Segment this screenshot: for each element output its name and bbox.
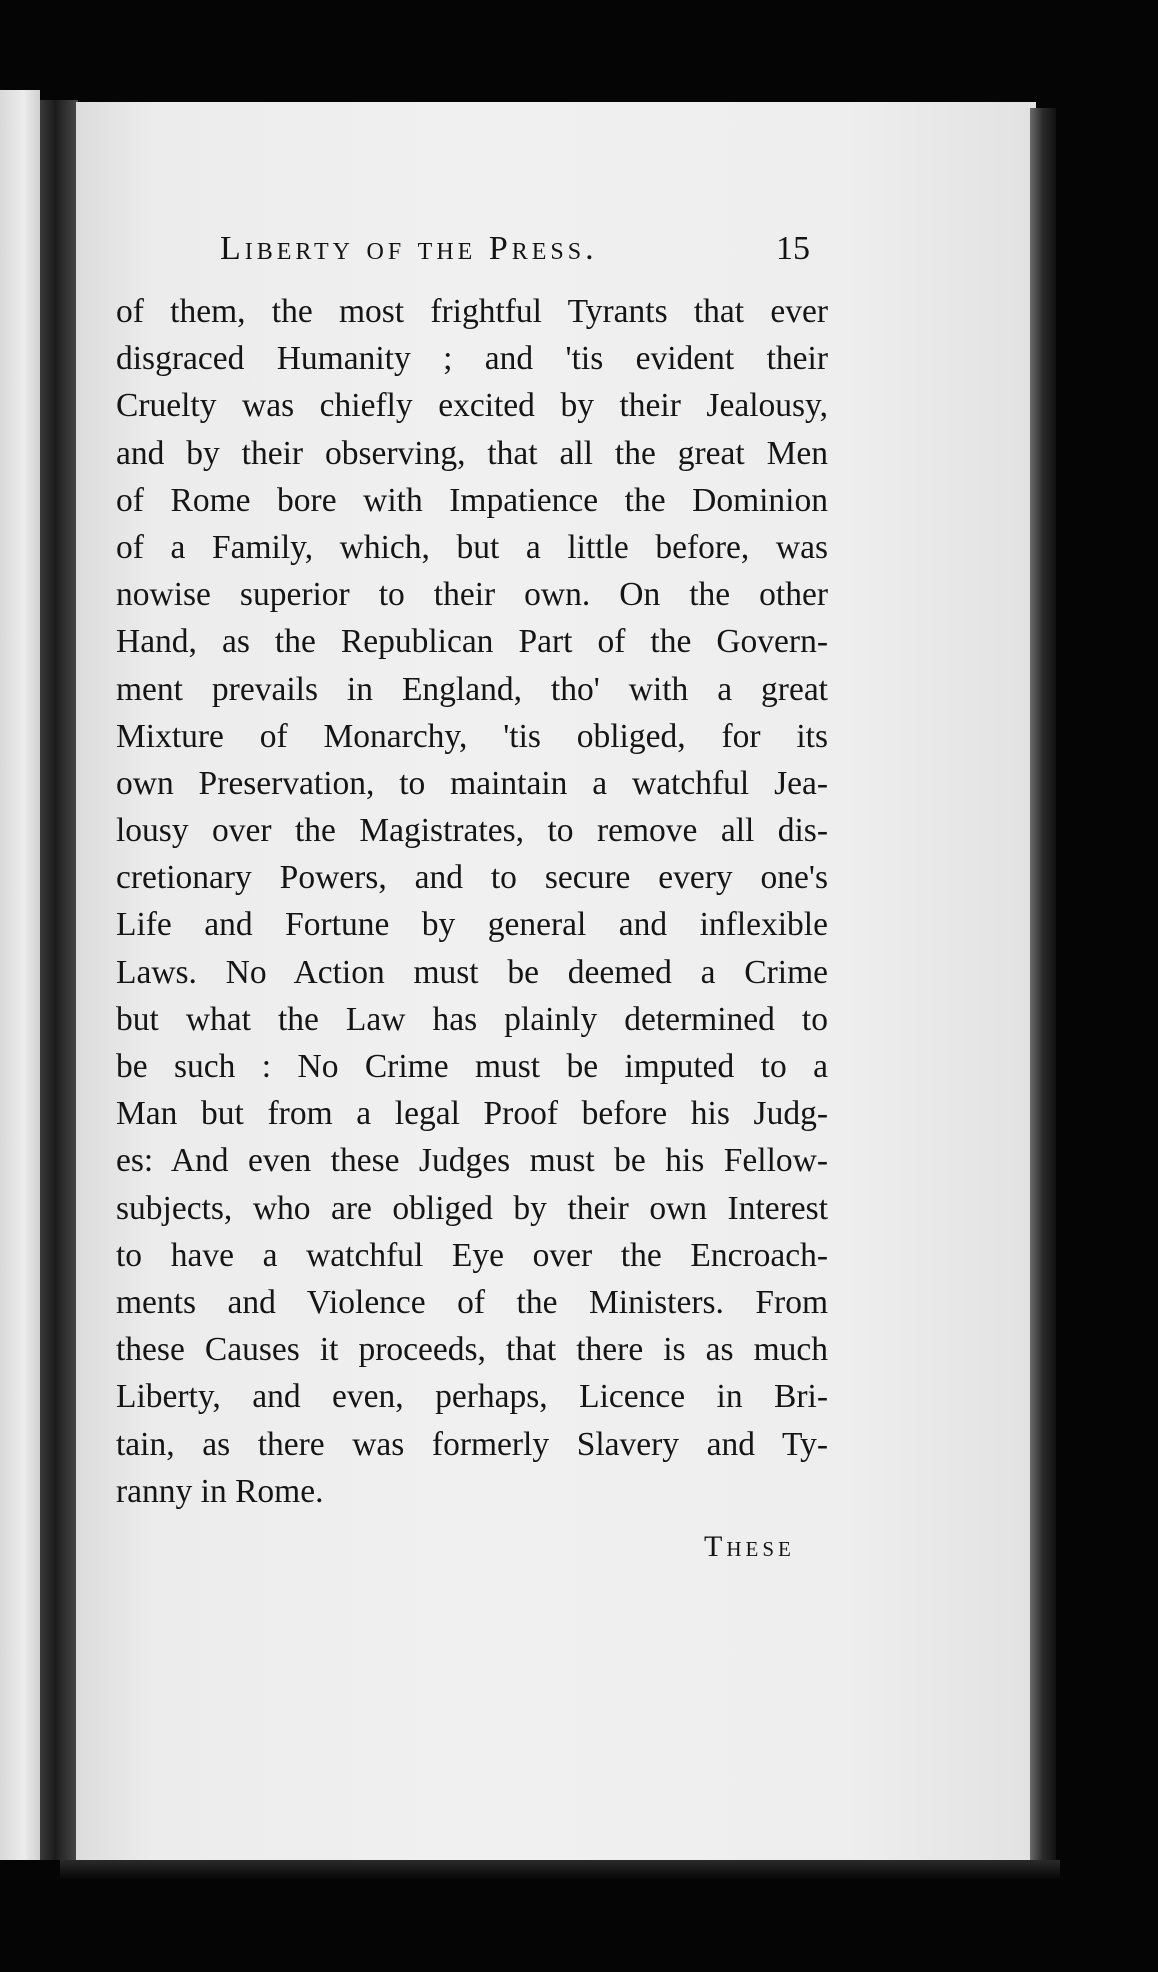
text-line: to have a watchful Eye over the Encroach- — [116, 1236, 828, 1274]
running-head — [0, 230, 1158, 290]
text-line: of them, the most frightful Tyrants that ever — [116, 293, 828, 330]
text-line: Liberty, and even, perhaps, Licence in Bri- — [116, 1378, 828, 1416]
body-text — [116, 288, 828, 1515]
text-line: Laws. No Action must be deemed a Crime — [116, 953, 828, 991]
text-line: be such : No Crime must be imputed to a — [116, 1048, 828, 1085]
text-line: these Causes it proceeds, that there is as much — [116, 1331, 828, 1369]
text-line: Cruelty was chiefly excited by their Jealousy, — [116, 387, 828, 425]
text-line: but what the Law has plainly determined to — [116, 1000, 828, 1038]
text-line: es: And even these Judges must be his Fellow- — [116, 1142, 828, 1180]
text-line: ranny in Rome. — [116, 1472, 324, 1510]
text-line: Life and Fortune by general and inflexible — [116, 906, 828, 944]
text-line: cretionary Powers, and to secure every one's — [116, 859, 828, 897]
text-line: subjects, who are obliged by their own Interest — [116, 1189, 828, 1227]
page-bottom-shadow — [60, 1860, 1060, 1880]
page-number: 15 — [776, 230, 810, 267]
running-head-title: Liberty of the Press. — [220, 230, 598, 267]
text-line: of Rome bore with Impatience the Dominion — [116, 481, 828, 519]
text-line: Hand, as the Republican Part of the Govern- — [116, 623, 828, 661]
text-line: own Preservation, to maintain a watchful Jea- — [116, 764, 828, 802]
text-line: disgraced Humanity ; and 'tis evident their — [116, 340, 828, 378]
text-line: nowise superior to their own. On the other — [116, 576, 828, 614]
text-line: Mixture of Monarchy, 'tis obliged, for its — [116, 717, 828, 755]
text-line: lousy over the Magistrates, to remove all dis- — [116, 812, 828, 850]
text-line: Man but from a legal Proof before his Judg- — [116, 1095, 828, 1133]
left-page-edge — [0, 90, 40, 1860]
text-line: and by their observing, that all the great Men — [116, 434, 828, 472]
text-line: ment prevails in England, tho' with a great — [116, 670, 828, 708]
text-line: of a Family, which, but a little before, was — [116, 528, 828, 566]
catchword: These — [704, 1530, 795, 1563]
page-right-edge — [1030, 108, 1056, 1868]
text-line: ments and Violence of the Ministers. From — [116, 1283, 828, 1321]
text-line: tain, as there was formerly Slavery and Ty- — [116, 1425, 828, 1463]
book-gutter — [40, 100, 78, 1860]
